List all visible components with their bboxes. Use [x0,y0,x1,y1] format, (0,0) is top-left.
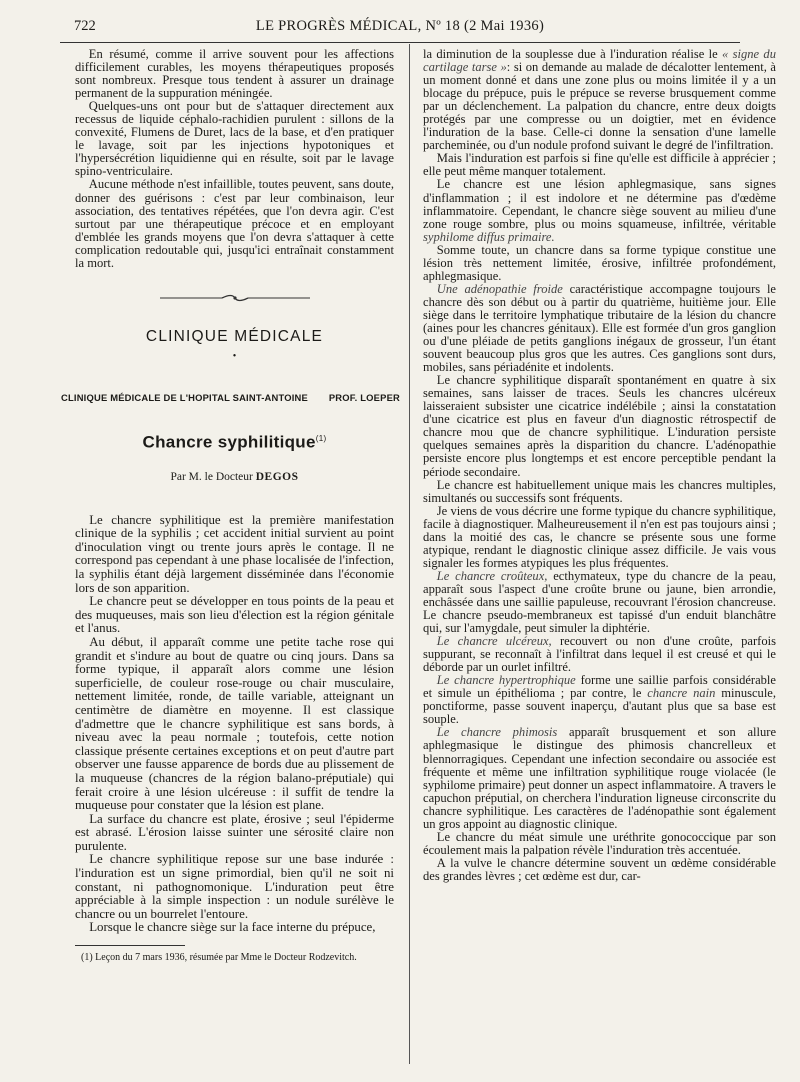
professor-name: PROF. LOEPER [328,391,400,403]
right-column [423,48,776,883]
paragraph: En résumé, comme il arrive souvent pour les affections difficilement curables, les moyens thérapeutiques proposés sont nombreux. Presque tous tendent à assurer un drainage permanent de la suppuration méningée. [75,47,394,101]
paragraph: Le chancre syphilitique disparaît spontanément en quatre à six semaines, sans laisser de traces. Seuls les chancres ulcéreux laisseraient subsister une cicatrice indélébile ; ainsi la constatation d'une cicatrice est plus en faveur d'un diagnostic rétrospectif de chancre mou que de chancre syphilitique. L'induration persiste quelques semaines après la disparition du chancre. L'adénopathie persiste encore plus longtemps et est encore perceptible pendant la période secondaire. [423,373,776,479]
text-run: la diminution de la souplesse due à l'induration réalise le [423,47,718,61]
paragraph: Au début, il apparaît comme une petite tache rose qui grandit et s'indure au bout de quatre ou cinq jours. Dans sa forme typique, il apparaît alors comme une lésion superficielle, de couleur rose-rouge ou chair musculaire, nettement limitée, ronde, de taille variable, atteignant un centimètre de diamètre en moyenne. Il est classique d'admettre que le chancre syphilitique est sans bords, à niveau avec la peau normale ; toutefois, cette notion classique présente certaines exceptions et on peut d'autre part observer une fausse apparence de bords due au plissement de la muqueuse (chancres de la région balano-préputiale) qui ferait croire à une lésion ulcéreuse : il suffit de tendre la muqueuse pour constater que la lésion est plane. [75,634,394,813]
paragraph [423,726,776,830]
paragraph: Somme toute, un chancre dans sa forme typique constitue une lésion très nettement limitée, érosive, infiltrée profondément, aphlegmasique. [423,242,776,283]
footnote-ref: (1) [315,433,327,443]
running-header [60,16,740,43]
byline-prefix: Par M. le Docteur [170,470,253,483]
footnote: (1) Leçon du 7 mars 1936, résumée par Mme le Docteur Rodzevitch. [81,952,357,964]
italic-term: Le chancre ulcéreux, [436,634,552,649]
lecture-attribution [61,391,400,404]
paragraph [423,283,776,374]
column-divider [409,44,410,1064]
clinic-name: CLINIQUE MÉDICALE DE L'HOPITAL SAINT-ANTOINE [61,391,308,403]
paragraph: Le chancre peut se développer en tous points de la peau et des muqueuses, mais son lieu d'élection est la région génitale et l'anus. [75,594,394,636]
paragraph: Aucune méthode n'est infaillible, toutes peuvent, sans doute, donner des guérisons : c'est par leur combinaison, leur association, des tentatives répétées, que l'on devra agir. C'est surtout par une thérapeutique précoce et en employant d'emblée les grands moyens que l'on devra s'attaquer à cette complication redoutable qui, jusqu'ici entraînait constamment la mort. [75,177,394,270]
paragraph: Lorsque le chancre siège sur la face interne du prépuce, [89,920,376,935]
paragraph: Le chancre syphilitique est la première manifestation clinique de la syphilis ; cet accident initial survient au point d'inoculation vingt ou trente jours après le contage. Il ne correspond pas cependant à une phase localisée de l'infection, la syphilis étant déjà largement disséminée dans l'économie lors de son apparition. [75,512,394,595]
paragraph [423,570,776,635]
italic-term: « signe du cartilage tarse » [423,47,776,75]
article-title-text: Chancre syphilitique [142,432,316,452]
section-title: CLINIQUE MÉDICALE [145,327,324,345]
byline [75,471,394,484]
paragraph: Le chancre est habituellement unique mais les chancres multiples, simultanés ou successifs sont fréquents. [423,477,776,505]
page-number: 722 [74,18,96,34]
text-run: minuscule, ponctiforme, passe souvent inaperçu, d'autant plus que sa base est souple. [423,686,777,727]
italic-term: Le chancre phimosis [436,725,558,740]
paragraph: Je viens de vous décrire une forme typique du chancre syphilitique, facile à diagnostiquer. Malheureusement il n'en est pas toujours ainsi ; dans la moitié des cas, le chancre se présente sous une forme atypique, rendant le diagnostic clinique assez difficile. Je vais vous signaler les formes atypiques les plus fréquentes. [423,503,776,570]
paragraph: A la vulve le chancre détermine souvent un œdème considérable des grandes lèvres ; cet œdème est dur, car- [423,855,776,883]
divider-dot: • [232,350,237,362]
italic-term: Le chancre croûteux, [436,568,548,583]
italic-term: syphilome diffus primaire. [423,229,555,244]
journal-title: LE PROGRÈS MÉDICAL, Nº 18 (2 Mai 1936) [255,18,545,34]
text-run: forme une saillie parfois considérable et simule un épithélioma ; par contre, le [423,673,776,701]
italic-term: chancre nain [647,686,716,701]
left-column [61,47,400,964]
article-body [75,514,394,935]
text-run: recouvert ou non d'une croûte, parfois suppurant, se reconnaît à l'infiltrat dans lequel il est creusé et qui le déborde par un ourlet infiltré. [423,634,776,675]
paragraph: Quelques-uns ont pour but de s'attaquer directement aux recessus de liquide céphalo-rachidien purulent : sillons de la convexité, Flumens de Duret, lacs de la base, et d'en pratiquer le lavage, soit par les injections hypotoniques et l'hypersécrétion liquidienne qui en résulte, soit par le lavage spino-ventriculaire. [75,99,394,179]
text-run: ecthymateux, type du chancre de la peau, apparaît sous l'aspect d'une croûte brune ou jaune, bien arrondie, enchâssée dans une saillie papuleuse, recouvrant l'érosion chancreuse. Le chancre pseudo-membraneux est tapissé d'un enduit blanchâtre qui, sur l'amygdale, peut simuler la diphtérie. [423,568,776,636]
text-run: apparaît brusquement et son allure aphlegmasique le distingue des phimosis chancrelleux et blennorragiques. Cependant une infection secondaire ou associée est fréquente et même une infiltration syphilitique rouge violacée (le syphilome primaire) peut donner un aspect inflammatoire. A travers le capuchon préputial, on cherchera l'induration ligneuse circonscrite du chancre syphilitique. Les caractères de l'adénopathie sont également un gros appoint au diagnostic clinique. [423,725,777,831]
italic-term: Une adénopathie froide [436,281,563,296]
italic-term: Le chancre hypertrophique [436,673,576,688]
paragraph [423,635,776,674]
paragraph: Mais l'induration est parfois si fine qu'elle est difficile à apprécier ; elle peut même manquer totalement. [423,151,776,179]
paragraph: Le chancre du méat simule une uréthrite gonococcique par son écoulement mais la palpation révèle l'induration très accentuée. [423,829,776,857]
author-name: DEGOS [255,470,299,483]
text-run: Le chancre est une lésion aphlegmasique, sans signes d'inflammation ; il est indolore et ne détermine pas d'œdème inflammatoire. Cependant, le chancre siège souvent au milieu d'une zone rouge sombre, plus ou moins squameuse, infiltrée, véritable [423,177,776,231]
text-run: : si on demande au malade de décalotter lentement, à un moment donné et dans une zone plus ou moins limitée il y a un blocage du prépuce, puis le prépuce se reverse brusquement comme par un déclenchement. La palpation du chancre, entre deux doigts protégés par une compresse ou un doigtier, met en évidence l'induration de la base. Celle-ci donne la sensation d'une lamelle parcheminée, ou d'un nodule profond suivant le degré de l'infiltration. [423,60,776,153]
paragraph [423,48,776,152]
paragraph [423,178,776,243]
article-title [75,432,394,452]
footnote-rule [75,945,185,946]
ornament-divider [160,292,310,304]
paragraph [423,674,776,726]
text-run: caractéristique accompagne toujours le chancre dès son début ou à partir du quatrième, huitième jour. Elle siège dans le territoire lymphatique tributaire de la lésion du chancre (aines pour les chancres génitaux). Elle est formée d'un gros ganglion ou d'une pléiade de petits ganglions inégaux de grosseur, l'un étant souvent beaucoup plus gros que les autres. Ces ganglions sont durs, mobiles, sans périadénite et indolents. [423,281,776,375]
paragraph: La surface du chancre est plate, érosive ; seul l'épiderme est abrasé. L'érosion laisse suinter une sérosité claire non purulente. [75,811,394,853]
paragraph: Le chancre syphilitique repose sur une base indurée : l'induration est un signe primordial, bien qu'il ne soit ni constant, ni pathognomonique. L'induration peut être appréciable à la simple inspection : un nodule surélève le chancre ou un bourrelet l'entoure. [75,852,394,921]
